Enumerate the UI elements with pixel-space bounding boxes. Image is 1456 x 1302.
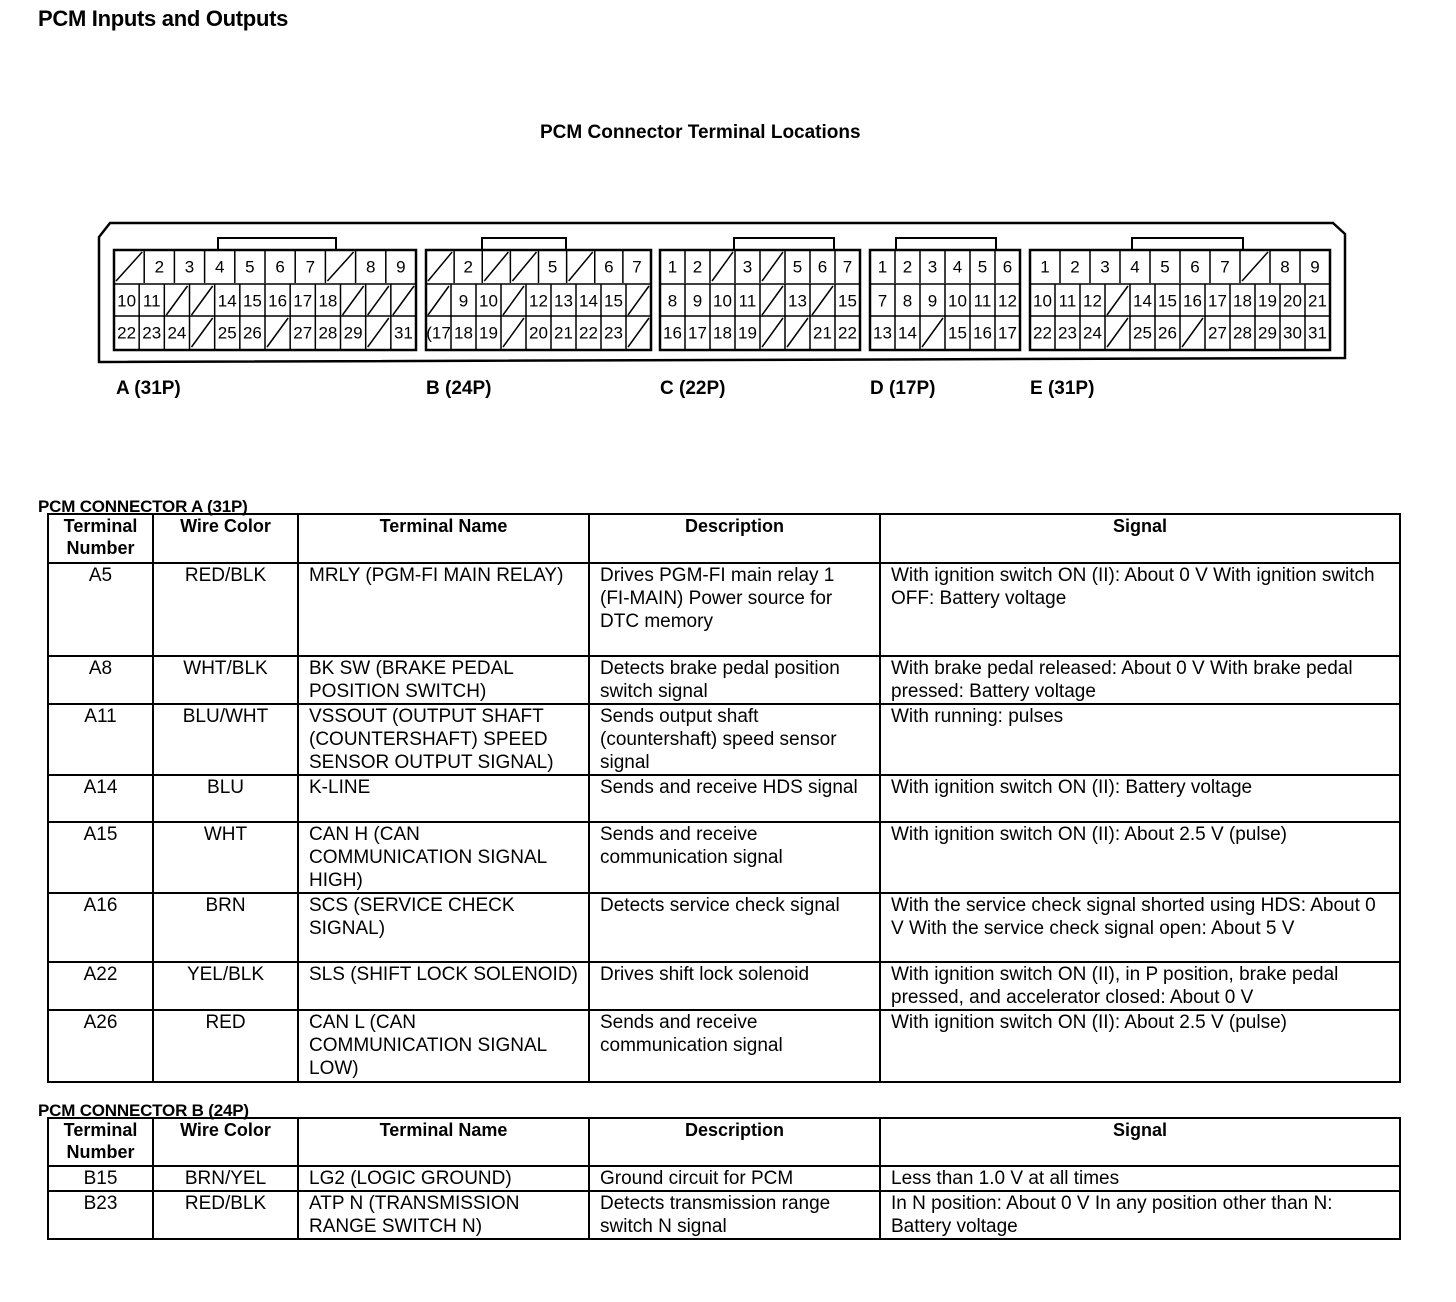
pin-number: 13 (788, 291, 807, 311)
connector-label: B (24P) (426, 378, 492, 399)
terminal-number-cell: A22 (48, 962, 153, 1010)
terminal-name-cell: MRLY (PGM-FI MAIN RELAY) (298, 563, 589, 656)
pin-number: 19 (479, 323, 498, 343)
pin-number: 23 (1058, 323, 1077, 343)
description-cell: Sends and receive communication signal (589, 1010, 880, 1082)
pin-number: 2 (902, 257, 913, 277)
pin-number: 9 (396, 257, 406, 277)
connector-a-table (47, 513, 1401, 1083)
pin-number: 21 (813, 323, 832, 343)
connector-key (482, 238, 566, 250)
wire-color-cell: WHT/BLK (153, 656, 298, 704)
pin-number: 26 (242, 323, 262, 343)
pin-number: 1 (877, 257, 888, 277)
empty-pin-slash (503, 318, 524, 347)
pin-number: 25 (217, 323, 237, 343)
header-terminal-number: Terminal Number (48, 514, 153, 563)
pin-number: 2 (1070, 257, 1080, 277)
terminal-name-cell: LG2 (LOGIC GROUND) (298, 1166, 589, 1191)
empty-pin-slash (628, 318, 649, 347)
table-b-title: PCM CONNECTOR B (24P) (38, 1101, 249, 1120)
empty-pin-slash (512, 252, 536, 281)
pin-number: 12 (529, 291, 548, 311)
terminal-name-cell: CAN H (CAN COMMUNICATION SIGNAL HIGH) (298, 822, 589, 893)
pin-number: 15 (604, 291, 623, 311)
description-cell: Detects brake pedal position switch signal (589, 656, 880, 704)
pin-number: 24 (167, 323, 187, 343)
pin-number: 30 (1283, 323, 1302, 343)
table-row (48, 962, 1400, 1010)
pin-number: 10 (117, 291, 137, 311)
pin-number: 15 (1158, 291, 1177, 311)
page-title: PCM Inputs and Outputs (38, 6, 289, 31)
table-row (48, 822, 1400, 893)
header-description: Description (589, 514, 880, 563)
pin-number: 17 (1208, 291, 1227, 311)
pin-number: 27 (1208, 323, 1227, 343)
pin-number: 18 (318, 291, 338, 311)
pin-number: 6 (604, 257, 614, 277)
wire-color-cell: BLU/WHT (153, 704, 298, 775)
pin-number: 31 (1308, 323, 1327, 343)
empty-pin-slash (428, 252, 452, 281)
connector-label: C (22P) (660, 378, 726, 399)
header-signal: Signal (880, 514, 1400, 563)
pin-number: 6 (1002, 257, 1013, 277)
wire-color-cell: RED/BLK (153, 1191, 298, 1239)
header-terminal-number: Terminal Number (48, 1118, 153, 1166)
pin-number: 9 (927, 291, 938, 311)
pin-number: 21 (1308, 291, 1327, 311)
pin-number: 14 (579, 291, 598, 311)
empty-pin-slash (1107, 286, 1128, 315)
signal-cell: With ignition switch ON (II): About 2.5 V (pulse) (880, 1010, 1400, 1082)
pin-number: 29 (343, 323, 363, 343)
wire-color-cell: RED (153, 1010, 298, 1082)
pin-number: 6 (1190, 257, 1200, 277)
table-header-row (48, 514, 1400, 563)
terminal-number-cell: A26 (48, 1010, 153, 1082)
empty-pin-slash (393, 286, 414, 315)
pin-number: 5 (547, 257, 558, 277)
description-cell: Drives PGM-FI main relay 1 (FI-MAIN) Power source for DTC memory (589, 563, 880, 656)
empty-pin-slash (569, 252, 593, 281)
wire-color-cell: RED/BLK (153, 563, 298, 656)
terminal-number-cell: A5 (48, 563, 153, 656)
pin-number: 10 (713, 291, 732, 311)
pin-number: 4 (214, 257, 225, 277)
empty-pin-slash (343, 286, 364, 315)
pin-number: 24 (1083, 323, 1102, 343)
pin-number: 3 (1100, 257, 1110, 277)
empty-pin-slash (166, 286, 187, 315)
pin-number: 21 (554, 323, 573, 343)
pin-number: 5 (1160, 257, 1170, 277)
connector-label: D (17P) (870, 378, 936, 399)
pin-number: 5 (245, 257, 255, 277)
connector-key (218, 238, 336, 250)
pin-number: 8 (902, 291, 913, 311)
connector-key (1132, 238, 1243, 250)
pin-number: 22 (579, 323, 598, 343)
pin-number: 6 (275, 257, 285, 277)
terminal-name-cell: K-LINE (298, 775, 589, 822)
terminal-name-cell: ATP N (TRANSMISSION RANGE SWITCH N) (298, 1191, 589, 1239)
description-cell: Sends and receive HDS signal (589, 775, 880, 822)
pin-number: 18 (713, 323, 732, 343)
header-signal: Signal (880, 1118, 1400, 1166)
terminal-number-cell: B23 (48, 1191, 153, 1239)
empty-pin-slash (368, 286, 389, 315)
pin-number: 8 (1280, 257, 1290, 277)
pin-number: 18 (454, 323, 473, 343)
pin-number: 3 (742, 257, 753, 277)
table-row (48, 1166, 1400, 1191)
pin-number: 29 (1258, 323, 1277, 343)
connector-b-table (47, 1117, 1401, 1240)
wire-color-cell: WHT (153, 822, 298, 893)
connector-label: E (31P) (1030, 378, 1095, 399)
terminal-name-cell: SCS (SERVICE CHECK SIGNAL) (298, 893, 589, 962)
empty-pin-slash (192, 286, 213, 315)
pin-number: 19 (738, 323, 757, 343)
terminal-number-cell: A14 (48, 775, 153, 822)
pin-number: 15 (242, 291, 262, 311)
empty-pin-slash (1242, 252, 1268, 281)
table-row (48, 1010, 1400, 1082)
pin-number: 8 (667, 291, 678, 311)
pin-number: 22 (838, 323, 857, 343)
terminal-name-cell: CAN L (CAN COMMUNICATION SIGNAL LOW) (298, 1010, 589, 1082)
pin-number: 5 (792, 257, 803, 277)
pin-number: 20 (529, 323, 548, 343)
pin-number: 13 (554, 291, 573, 311)
empty-pin-slash (327, 252, 353, 281)
table-row (48, 563, 1400, 656)
pin-number: 9 (1310, 257, 1320, 277)
pin-number: (17 (426, 323, 451, 343)
signal-cell: With ignition switch ON (II): About 0 V With ignition switch OFF: Battery voltage (880, 563, 1400, 656)
terminal-name-cell: BK SW (BRAKE PEDAL POSITION SWITCH) (298, 656, 589, 704)
pin-number: 31 (393, 323, 413, 343)
pin-number: 9 (692, 291, 703, 311)
connector-3 (870, 238, 1020, 399)
pin-number: 16 (268, 291, 288, 311)
description-cell: Drives shift lock solenoid (589, 962, 880, 1010)
empty-pin-slash (712, 252, 733, 281)
pin-number: 3 (184, 257, 195, 277)
pin-number: 7 (305, 257, 316, 277)
pin-number: 27 (293, 323, 313, 343)
pin-number: 12 (1083, 291, 1102, 311)
connector-1 (426, 238, 651, 399)
empty-pin-slash (484, 252, 508, 281)
table-row (48, 1191, 1400, 1239)
pin-number: 26 (1158, 323, 1177, 343)
pin-number: 19 (1258, 291, 1277, 311)
diagram-title: PCM Connector Terminal Locations (540, 122, 861, 143)
wire-color-cell: BLU (153, 775, 298, 822)
signal-cell: With brake pedal released: About 0 V With brake pedal pressed: Battery voltage (880, 656, 1400, 704)
empty-pin-slash (787, 318, 808, 347)
pin-number: 12 (998, 291, 1017, 311)
pin-number: 8 (365, 257, 376, 277)
signal-cell: With ignition switch ON (II): About 2.5 V (pulse) (880, 822, 1400, 893)
connector-key (896, 238, 996, 250)
signal-cell: With the service check signal shorted using HDS: About 0 V With the service check signal open: About 5 V (880, 893, 1400, 962)
pin-number: 16 (973, 323, 992, 343)
description-cell: Ground circuit for PCM (589, 1166, 880, 1191)
pin-number: 5 (977, 257, 988, 277)
table-row (48, 893, 1400, 962)
signal-cell: With running: pulses (880, 704, 1400, 775)
pin-number: 13 (873, 323, 892, 343)
pin-number: 25 (1133, 323, 1152, 343)
signal-cell: With ignition switch ON (II), in P position, brake pedal pressed, and accelerator closed: About 0 V (880, 962, 1400, 1010)
wire-color-cell: BRN/YEL (153, 1166, 298, 1191)
empty-pin-slash (762, 318, 783, 347)
pin-number: 4 (952, 257, 963, 277)
header-wire-color: Wire Color (153, 514, 298, 563)
pin-number: 17 (688, 323, 707, 343)
empty-pin-slash (1107, 318, 1128, 347)
empty-pin-slash (267, 318, 288, 347)
pin-number: 22 (1033, 323, 1052, 343)
header-terminal-name: Terminal Name (298, 1118, 589, 1166)
pin-number: 14 (217, 291, 237, 311)
pin-number: 2 (692, 257, 703, 277)
pin-number: 7 (1220, 257, 1230, 277)
pin-number: 1 (667, 257, 678, 277)
terminal-number-cell: A16 (48, 893, 153, 962)
connector-diagram (0, 0, 1456, 420)
terminal-name-cell: VSSOUT (OUTPUT SHAFT (COUNTERSHAFT) SPEED SENSOR OUTPUT SIGNAL) (298, 704, 589, 775)
pin-number: 14 (898, 323, 917, 343)
empty-pin-slash (628, 286, 649, 315)
pin-number: 9 (458, 291, 469, 311)
table-row (48, 704, 1400, 775)
table-row (48, 656, 1400, 704)
pin-number: 11 (1058, 291, 1077, 311)
pin-number: 20 (1283, 291, 1302, 311)
pin-number: 15 (948, 323, 967, 343)
terminal-number-cell: B15 (48, 1166, 153, 1191)
connector-0 (114, 238, 416, 399)
empty-pin-slash (762, 252, 783, 281)
connector-key (734, 238, 834, 250)
table-header-row (48, 1118, 1400, 1166)
empty-pin-slash (1182, 318, 1203, 347)
pin-number: 15 (838, 291, 857, 311)
description-cell: Detects service check signal (589, 893, 880, 962)
pin-number: 17 (998, 323, 1017, 343)
empty-pin-slash (503, 286, 524, 315)
connector-label: A (31P) (116, 378, 181, 399)
connector-2 (660, 238, 860, 399)
table-row (48, 775, 1400, 822)
pin-number: 10 (948, 291, 967, 311)
empty-pin-slash (192, 318, 213, 347)
empty-pin-slash (922, 318, 943, 347)
pin-number: 14 (1133, 291, 1152, 311)
description-cell: Sends output shaft (countershaft) speed sensor signal (589, 704, 880, 775)
pin-number: 6 (817, 257, 828, 277)
pin-number: 16 (663, 323, 682, 343)
description-cell: Detects transmission range switch N signal (589, 1191, 880, 1239)
pin-number: 4 (1130, 257, 1140, 277)
pin-number: 11 (142, 291, 161, 311)
empty-pin-slash (428, 286, 449, 315)
signal-cell: Less than 1.0 V at all times (880, 1166, 1400, 1191)
pin-number: 11 (738, 291, 757, 311)
table-a-title: PCM CONNECTOR A (31P) (38, 497, 248, 516)
pin-number: 28 (1233, 323, 1252, 343)
pin-number: 23 (142, 323, 162, 343)
wire-color-cell: YEL/BLK (153, 962, 298, 1010)
pin-number: 7 (842, 257, 853, 277)
pin-number: 28 (318, 323, 338, 343)
pin-number: 10 (479, 291, 498, 311)
header-description: Description (589, 1118, 880, 1166)
pin-number: 10 (1033, 291, 1052, 311)
empty-pin-slash (368, 318, 389, 347)
empty-pin-slash (116, 252, 142, 281)
terminal-number-cell: A8 (48, 656, 153, 704)
pin-number: 1 (1040, 257, 1050, 277)
pin-number: 16 (1183, 291, 1202, 311)
pin-number: 22 (117, 323, 137, 343)
pin-number: 3 (927, 257, 938, 277)
pin-number: 23 (604, 323, 623, 343)
pin-number: 7 (632, 257, 642, 277)
pin-number: 18 (1233, 291, 1252, 311)
signal-cell: With ignition switch ON (II): Battery voltage (880, 775, 1400, 822)
empty-pin-slash (762, 286, 783, 315)
terminal-name-cell: SLS (SHIFT LOCK SOLENOID) (298, 962, 589, 1010)
signal-cell: In N position: About 0 V In any position other than N: Battery voltage (880, 1191, 1400, 1239)
pin-number: 7 (877, 291, 888, 311)
pin-number: 17 (293, 291, 313, 311)
pin-number: 11 (973, 291, 992, 311)
connector-4 (1030, 238, 1330, 399)
header-wire-color: Wire Color (153, 1118, 298, 1166)
terminal-number-cell: A15 (48, 822, 153, 893)
pin-number: 2 (154, 257, 165, 277)
terminal-number-cell: A11 (48, 704, 153, 775)
pin-number: 2 (463, 257, 473, 277)
wire-color-cell: BRN (153, 893, 298, 962)
empty-pin-slash (812, 286, 833, 315)
header-terminal-name: Terminal Name (298, 514, 589, 563)
description-cell: Sends and receive communication signal (589, 822, 880, 893)
